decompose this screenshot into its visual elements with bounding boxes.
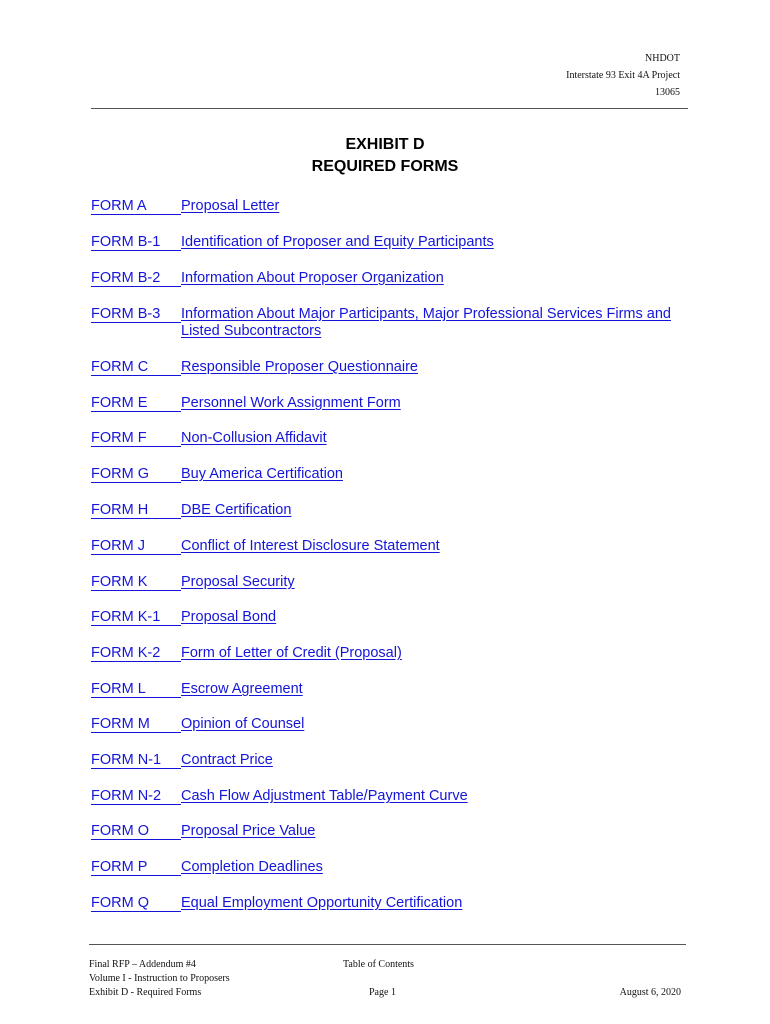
- form-title-link[interactable]: Proposal Bond: [181, 609, 277, 625]
- form-row: [91, 430, 691, 447]
- form-code-link[interactable]: FORM K-2: [91, 645, 181, 662]
- footer-date: August 6, 2020: [619, 987, 681, 998]
- form-code-link[interactable]: FORM N-1: [91, 752, 181, 769]
- form-code-link[interactable]: FORM K: [91, 574, 181, 591]
- form-title-link[interactable]: DBE Certification: [181, 502, 292, 518]
- page-header: [566, 50, 680, 101]
- form-title-link[interactable]: Opinion of Counsel: [181, 716, 305, 732]
- form-code-link[interactable]: FORM K-1: [91, 609, 181, 626]
- form-row: [91, 395, 691, 412]
- form-code-link[interactable]: FORM E: [91, 395, 181, 412]
- form-code-link[interactable]: FORM G: [91, 466, 181, 483]
- form-title-link[interactable]: Conflict of Interest Disclosure Statement: [181, 538, 440, 554]
- footer-addendum: Final RFP – Addendum #4: [89, 959, 196, 970]
- document-page: NHDOT Interstate 93 Exit 4A Project 13065 EXHIBIT D REQUIRED FORMS FORM A Proposal Letter FORM B-1 Identification of Proposer and Equity Participants FORM B-2 Information About Proposer Organization FORM B-3 Information About Major Participants, Major Professional Services Firms and Listed Subcontractors FORM C Responsible Proposer Questionnaire FORM E Personnel Work Assignment Form FORM F Non-Collusion Affidavit FORM G Buy America Certification FORM H DBE Certification FORM J Conflict of Interest Disclosure Statement FORM K Proposal Security FORM K-1 Proposal Bond FORM K-2 Form of Letter of Credit (Proposal) FORM L Escrow Agreement FORM M Opinion of Counsel FORM N-1 Contract Price FORM N-2 Cash Flow Adjustment Table/Payment Curve FORM O Proposal Price Value FORM P Completion Deadlines FORM Q Equal Employment Opportunity Certification Final RFP – Addendum #4 Volume I - Instruction to Proposers Exhibit D - Required Forms Table of Contents Page 1 August 6, 2020: [0, 0, 770, 1024]
- form-row: [91, 502, 691, 519]
- form-code-link[interactable]: FORM B-3: [91, 306, 181, 323]
- form-row: [91, 574, 691, 591]
- form-code-link[interactable]: FORM F: [91, 430, 181, 447]
- form-title-link[interactable]: Contract Price: [181, 752, 273, 768]
- form-row: [91, 234, 691, 251]
- header-project: Interstate 93 Exit 4A Project: [566, 70, 680, 81]
- footer-rule: [89, 944, 686, 945]
- form-row: [91, 538, 691, 555]
- form-title-link[interactable]: Identification of Proposer and Equity Participants: [181, 234, 494, 250]
- form-row: [91, 270, 691, 287]
- form-row: [91, 645, 691, 662]
- form-code-link[interactable]: FORM O: [91, 823, 181, 840]
- form-code-link[interactable]: FORM H: [91, 502, 181, 519]
- form-title-link[interactable]: Non-Collusion Affidavit: [181, 430, 327, 446]
- form-code-link[interactable]: FORM A: [91, 198, 181, 215]
- form-title-link[interactable]: Personnel Work Assignment Form: [181, 395, 401, 411]
- form-title-link[interactable]: Proposal Price Value: [181, 823, 316, 839]
- form-row: [91, 609, 691, 626]
- form-row: [91, 895, 691, 912]
- form-row: [91, 198, 691, 215]
- footer-left: [89, 958, 230, 1000]
- form-code-link[interactable]: FORM J: [91, 538, 181, 555]
- form-title-link[interactable]: Cash Flow Adjustment Table/Payment Curve: [181, 788, 468, 804]
- title-line-1: EXHIBIT D: [345, 136, 425, 153]
- form-title-link[interactable]: Escrow Agreement: [181, 681, 303, 697]
- form-code-link[interactable]: FORM P: [91, 859, 181, 876]
- form-row: [91, 716, 691, 733]
- form-row: [91, 823, 691, 840]
- title-line-2: REQUIRED FORMS: [311, 158, 459, 175]
- header-number: 13065: [655, 87, 680, 98]
- form-row: [91, 752, 691, 769]
- form-title-link[interactable]: Completion Deadlines: [181, 859, 323, 875]
- page-title: [0, 134, 770, 178]
- form-row: [91, 859, 691, 876]
- form-title-link[interactable]: Buy America Certification: [181, 466, 343, 482]
- form-title-link[interactable]: Form of Letter of Credit (Proposal): [181, 645, 402, 661]
- form-row: [91, 306, 691, 340]
- header-org: NHDOT: [645, 53, 680, 64]
- form-code-link[interactable]: FORM L: [91, 681, 181, 698]
- form-row: [91, 788, 691, 805]
- form-row: [91, 466, 691, 483]
- form-code-link[interactable]: FORM M: [91, 716, 181, 733]
- form-row: [91, 681, 691, 698]
- form-title-link[interactable]: Proposal Security: [181, 574, 295, 590]
- form-title-link[interactable]: Proposal Letter: [181, 198, 280, 214]
- form-title-link[interactable]: Equal Employment Opportunity Certification: [181, 895, 463, 911]
- form-code-link[interactable]: FORM Q: [91, 895, 181, 912]
- form-code-link[interactable]: FORM B-2: [91, 270, 181, 287]
- form-row: [91, 359, 691, 376]
- footer-volume: Volume I - Instruction to Proposers: [89, 973, 230, 984]
- form-code-link[interactable]: FORM C: [91, 359, 181, 376]
- form-title-link[interactable]: Information About Major Participants, Major Professional Services Firms and Listed Subcontractors: [181, 306, 671, 339]
- form-code-link[interactable]: FORM B-1: [91, 234, 181, 251]
- form-code-link[interactable]: FORM N-2: [91, 788, 181, 805]
- header-rule: [91, 108, 688, 109]
- form-title-link[interactable]: Information About Proposer Organization: [181, 270, 444, 286]
- form-title-link[interactable]: Responsible Proposer Questionnaire: [181, 359, 418, 375]
- footer-exhibit: Exhibit D - Required Forms: [89, 987, 202, 998]
